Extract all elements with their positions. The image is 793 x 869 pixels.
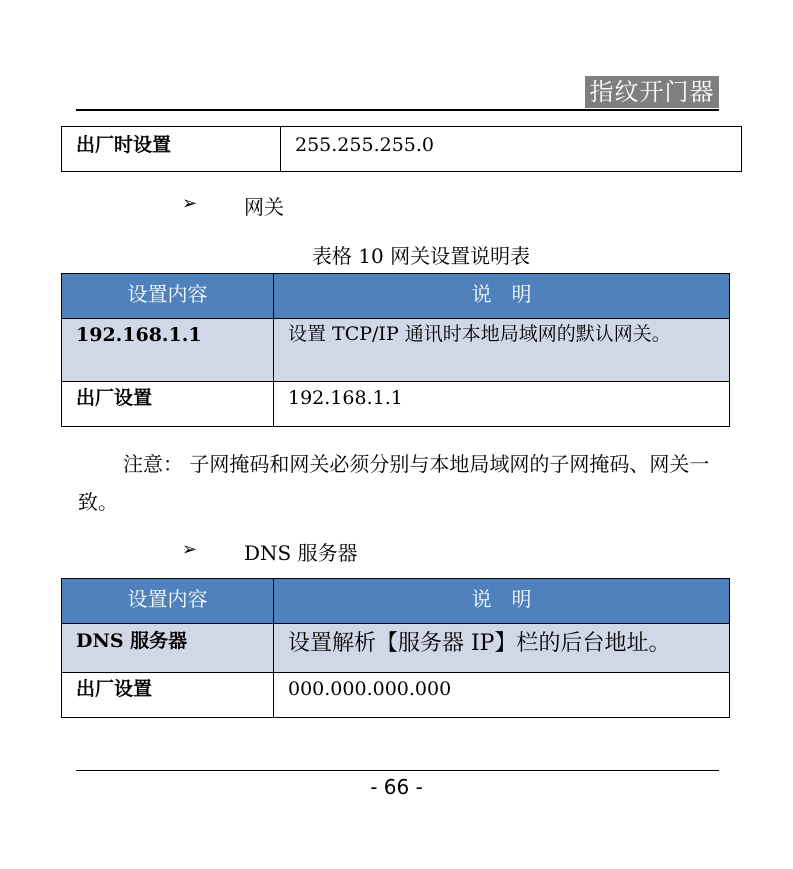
arrow-bullet-icon: ➢ bbox=[182, 539, 198, 560]
column-header-setting: 设置内容 bbox=[62, 579, 274, 624]
table-row bbox=[62, 673, 730, 718]
table-row bbox=[62, 624, 730, 673]
column-header-setting: 设置内容 bbox=[62, 274, 274, 319]
dns-heading: DNS 服务器 bbox=[244, 541, 358, 565]
gateway-heading: 网关 bbox=[244, 195, 284, 219]
row-label: DNS 服务器 bbox=[62, 624, 274, 673]
subnet-factory-table bbox=[61, 126, 742, 172]
row-description: 设置 TCP/IP 通讯时本地局域网的默认网关。 bbox=[274, 319, 730, 382]
page-number: - 66 - bbox=[370, 775, 423, 799]
column-header-description: 说 明 bbox=[274, 274, 730, 319]
note-text: 子网掩码和网关必须分别与本地局域网的子网掩码、网关一致。 bbox=[78, 452, 710, 514]
table-row bbox=[62, 382, 730, 427]
note-label: 注意： bbox=[123, 452, 183, 476]
gateway-bullet bbox=[182, 193, 284, 219]
gateway-table-caption: 表格 10 网关设置说明表 bbox=[311, 244, 531, 268]
row-label: 出厂设置 bbox=[62, 382, 274, 427]
header-title: 指纹开门器 bbox=[585, 76, 719, 108]
arrow-bullet-icon: ➢ bbox=[182, 193, 198, 214]
footer-rule bbox=[76, 770, 719, 771]
table-row bbox=[62, 319, 730, 382]
dns-table bbox=[61, 578, 730, 718]
table-header-row bbox=[62, 579, 730, 624]
factory-setting-label: 出厂时设置 bbox=[62, 127, 281, 172]
header-rule bbox=[76, 109, 719, 111]
gateway-table bbox=[61, 273, 730, 427]
row-label: 192.168.1.1 bbox=[62, 319, 274, 382]
row-description: 000.000.000.000 bbox=[274, 673, 730, 718]
dns-bullet bbox=[182, 539, 358, 565]
table-header-row bbox=[62, 274, 730, 319]
row-label: 出厂设置 bbox=[62, 673, 274, 718]
note-paragraph bbox=[78, 445, 728, 521]
table-row bbox=[62, 127, 742, 172]
column-header-description: 说 明 bbox=[274, 579, 730, 624]
subnet-mask-value: 255.255.255.0 bbox=[281, 127, 742, 172]
row-description: 设置解析【服务器 IP】栏的后台地址。 bbox=[274, 624, 730, 673]
row-description: 192.168.1.1 bbox=[274, 382, 730, 427]
